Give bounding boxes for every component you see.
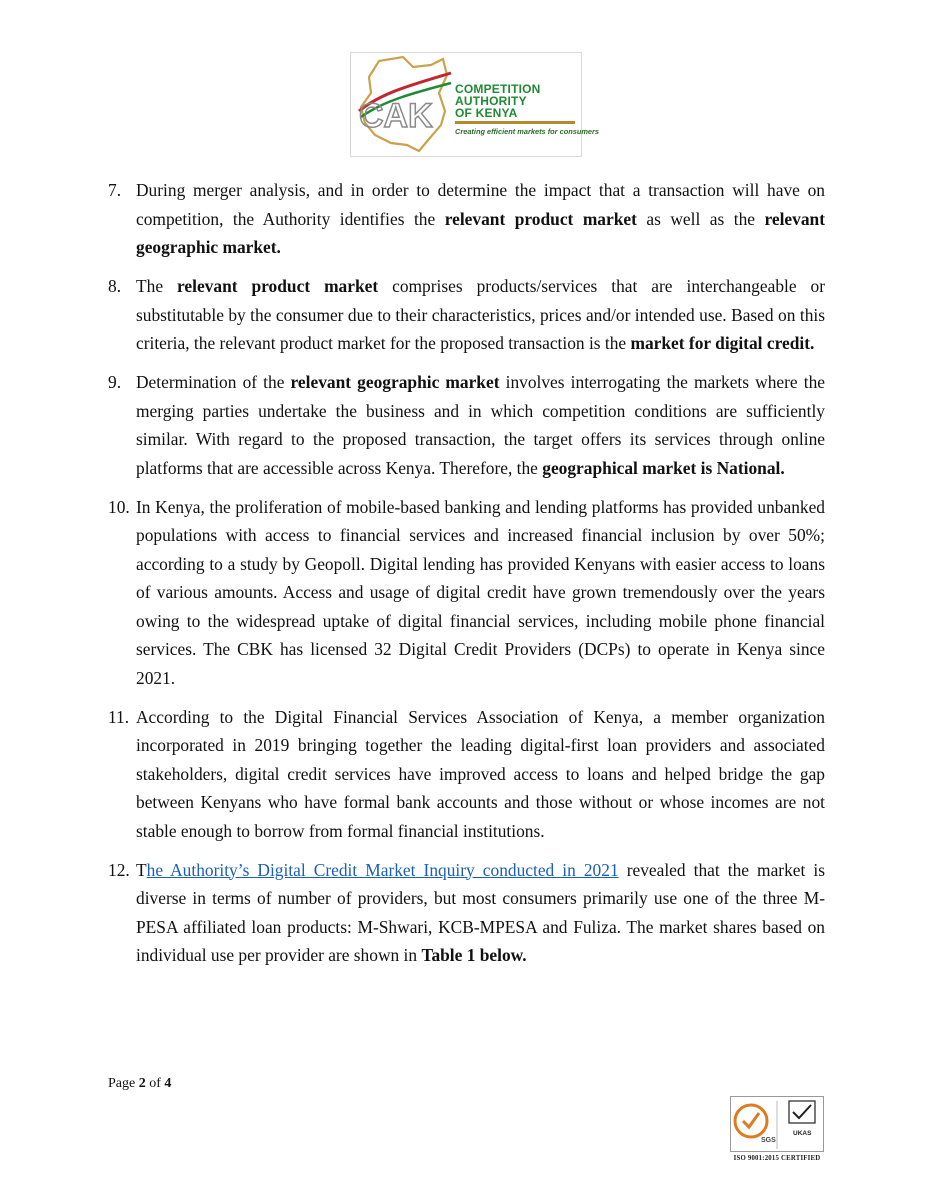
paragraph-10 — [108, 493, 825, 693]
svg-text:CAK: CAK — [359, 97, 433, 135]
paragraph-number: 10. — [108, 496, 130, 517]
logo-line-1: COMPETITION — [455, 82, 541, 96]
text-run: involves interrogating the markets where the merging parties undertake the business and in which competition conditions are sufficiently similar. With regard to the proposed transaction, the target offers its services through online platforms that are accessible across Kenya. Therefore, the — [136, 372, 825, 478]
bold-term: relevant product market — [177, 276, 379, 296]
paragraph-11 — [108, 703, 825, 846]
paragraph-7 — [108, 176, 825, 262]
paragraph-number: 8. — [108, 276, 122, 296]
ukas-label: UKAS — [793, 1130, 812, 1137]
certification-badge — [730, 1096, 824, 1152]
paragraph-number: 7. — [108, 180, 122, 200]
logo-divider — [455, 121, 575, 124]
bold-term: relevant geographic market. — [136, 208, 825, 257]
cak-logo — [350, 52, 600, 157]
logo-tagline: Creating efficient markets for consumers — [455, 127, 600, 136]
paragraph-8 — [108, 272, 825, 358]
page-current: 2 — [138, 1076, 146, 1091]
iso-certified-label: ISO 9001:2015 CERTIFIED — [733, 1155, 821, 1162]
market-inquiry-link[interactable]: he Authority’s Digital Credit Market Inquiry conducted in 2021 — [146, 859, 619, 880]
bold-term: geographical market is National. — [542, 457, 785, 478]
paragraph-text — [136, 272, 825, 358]
paragraph-text: In Kenya, the proliferation of mobile-based banking and lending platforms has provided unbanked populations with access to financial services and increased financial inclusion by over 50%; according to a study by Geopoll. Digital lending has provided Kenyans with easier access to loans of various amounts. Access and usage of digital credit have grown tremendously over the years owing to the widespread uptake of digital financial services, including mobile phone financial services. The CBK has licensed 32 Digital Credit Providers (DCPs) to operate in Kenya since 2021. — [136, 496, 825, 688]
sgs-label: SGS — [761, 1137, 776, 1144]
bold-term: market for digital credit. — [630, 333, 815, 353]
document-body — [108, 176, 825, 980]
logo-line-2: AUTHORITY — [455, 94, 527, 108]
bold-term: relevant geographic market — [290, 372, 500, 392]
text-run: comprises products/services that are interchangeable or substitutable by the consumer due to their characteristics, prices and/or intended use. Based on this criteria, the relevant product market for the proposed transaction is the — [136, 276, 826, 353]
page-of: of — [145, 1076, 165, 1091]
text-run: Determination of the — [136, 372, 291, 392]
page-prefix: Page — [108, 1076, 139, 1091]
logo-line-3: OF KENYA — [455, 106, 518, 120]
paragraph-text: According to the Digital Financial Services Association of Kenya, a member organization incorporated in 2019 bringing together the leading digital-first loan providers and associated stakeholders, digital credit services have improved access to loans and helped bridge the gap between Kenyans who have formal bank accounts and those without or whose incomes are not stable enough to borrow from formal financial institutions. — [136, 706, 825, 841]
paragraph-number: 12. — [108, 859, 130, 880]
paragraph-text — [136, 368, 825, 482]
paragraph-number: 9. — [108, 372, 122, 392]
paragraph-text — [136, 176, 825, 262]
bold-term: Table 1 below. — [421, 945, 527, 965]
sgs-ukas-seal-icon — [731, 1097, 825, 1153]
text-run: as well as the — [636, 208, 765, 229]
bold-term: relevant product market — [444, 208, 637, 229]
paragraph-12 — [108, 856, 825, 970]
page-number — [108, 1076, 171, 1092]
paragraph-9 — [108, 368, 825, 482]
logo-title — [455, 83, 541, 119]
text-run: During merger analysis, and in order to determine the impact that a transaction will have on competition, the Authority identifies the — [136, 180, 825, 229]
paragraph-number: 11. — [108, 706, 130, 727]
paragraph-text — [136, 856, 825, 970]
text-run: revealed that the market is diverse in terms of number of providers, but most consumers primarily use one of the three M-PESA affiliated loan products: M-Shwari, KCB-MPESA and Fuliza. The market shares based on individual use per provider are shown in — [136, 859, 825, 965]
text-run: T — [136, 859, 147, 880]
text-run: The — [136, 276, 177, 296]
page-total: 4 — [164, 1076, 172, 1091]
